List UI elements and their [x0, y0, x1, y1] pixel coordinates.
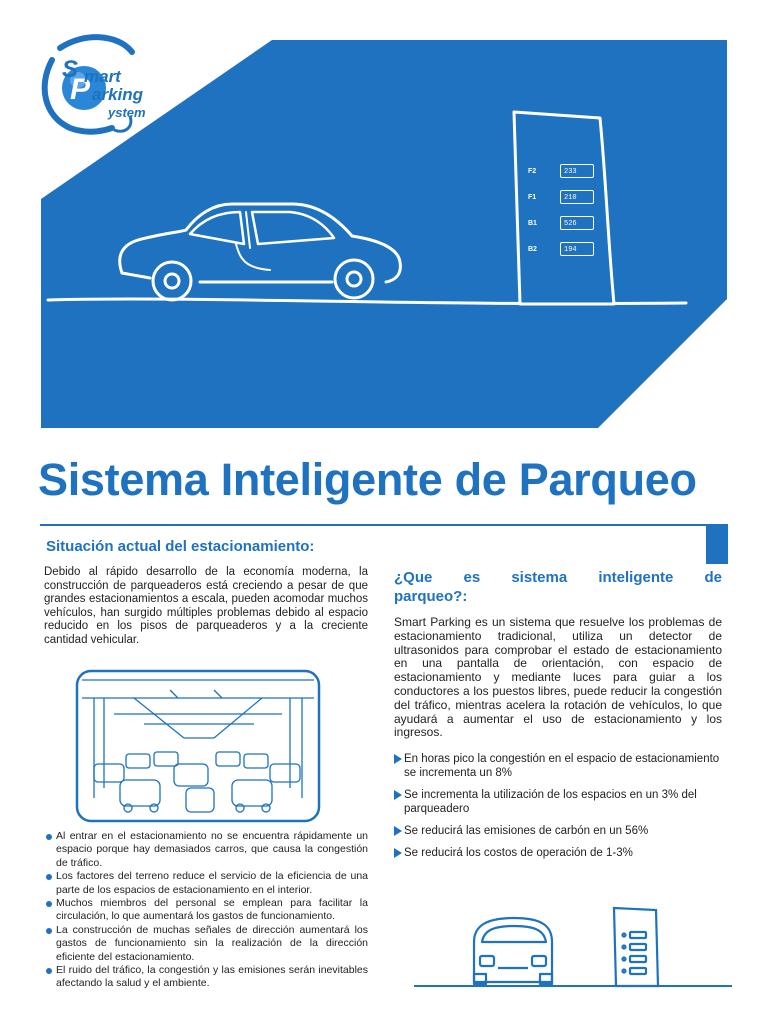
kiosk-floor-label: F2	[528, 168, 537, 175]
bullet-icon	[46, 874, 52, 880]
list-item	[44, 964, 368, 991]
list-item-text: El ruido del tráfico, la congestión y las emisiones serán inevitables afectando la salud y el ambiente.	[56, 964, 368, 990]
kiosk-floor-row	[528, 242, 598, 264]
bullet-icon	[46, 928, 52, 934]
list-item	[394, 846, 724, 860]
left-section-heading: Situación actual del estacionamiento:	[46, 538, 315, 555]
triangle-bullet-icon	[394, 790, 402, 800]
right-section-heading: ¿Que es sistema inteligente de parqueo?:	[394, 569, 722, 605]
triangle-bullet-icon	[394, 848, 402, 858]
triangle-bullet-icon	[394, 826, 402, 836]
kiosk-floor-row	[528, 190, 598, 212]
svg-text:S: S	[62, 56, 79, 83]
title-divider	[40, 524, 728, 526]
left-intro-paragraph: Debido al rápido desarrollo de la economía moderna, la construcción de parqueaderos está creciendo a pesar de que grandes estacionamientos a escala, pueden acomodar muchos vehículos, han surgido múltiples problemas debido al espacio reducido en los pisos de parqueaderos y a la creciente cantidad vehicular.	[44, 566, 368, 646]
kiosk-floor-count: 210	[560, 190, 594, 204]
list-item-text: Muchos miembros del personal se emplean para facilitar la circulación, lo que aumentará los gastos de funcionamiento.	[56, 897, 368, 923]
page-title: Sistema Inteligente de Parqueo	[38, 454, 697, 505]
logo-text-line: mart	[84, 67, 121, 86]
benefit-list	[394, 752, 724, 868]
logo-text-line: ystem	[108, 105, 146, 120]
list-item-text: Se reducirá los costos de operación de 1-3%	[404, 847, 633, 859]
bullet-icon	[46, 968, 52, 974]
kiosk-floor-count: 526	[560, 216, 594, 230]
kiosk-floor-label: F1	[528, 194, 537, 201]
triangle-bullet-icon	[394, 754, 402, 764]
kiosk-floor-label: B2	[528, 246, 537, 253]
kiosk-floor-count: 233	[560, 164, 594, 178]
list-item	[44, 830, 368, 870]
list-item	[44, 897, 368, 924]
list-item-text: Se incrementa la utilización de los espacios en un 3% del parqueadero	[404, 789, 697, 815]
list-item-text: Se reducirá las emisiones de carbón en un 56%	[404, 825, 649, 837]
right-intro-paragraph: Smart Parking es un sistema que resuelve los problemas de estacionamiento tradicional, utiliza un detector de ultrasonidos para comprobar el estado de estacionamiento en una pantalla de orientación, con espacio de estacionamiento y mediante luces para guiar a los conductores a los puestos libres, puede reducir la congestión del tráfico, mientras acelera la rotación de vehículos, lo que ayudará a aumentar el uso de estacionamiento y los ingresos.	[394, 615, 722, 740]
list-item-text: La construcción de muchas señales de dirección aumentará los gastos de funcionamiento sin la realización de la dirección eficiente del estacionamiento.	[56, 923, 368, 963]
bullet-icon	[46, 901, 52, 907]
bullet-icon	[46, 834, 52, 840]
kiosk-floor-count: 194	[560, 242, 594, 256]
problem-bullet-list	[44, 830, 368, 991]
list-item	[394, 824, 724, 838]
accent-block	[706, 526, 728, 564]
list-item	[44, 870, 368, 897]
car-kiosk-illustration	[414, 902, 732, 992]
svg-text:P: P	[70, 73, 91, 106]
list-item	[394, 752, 724, 780]
list-item	[394, 788, 724, 816]
logo-text-line: arking	[92, 85, 144, 104]
kiosk-floor-label: B1	[528, 220, 537, 227]
list-item-text: Los factores del terreno reduce el servicio de la eficiencia de una parte de los espacios de estacionamiento en el interior.	[56, 870, 368, 896]
kiosk-floor-row	[528, 164, 598, 186]
list-item	[44, 924, 368, 964]
list-item-text: Al entrar en el estacionamiento no se encuentra rápidamente un espacio porque hay demasiados carros, que causa la congestión de tráfico.	[56, 830, 368, 869]
kiosk-floor-row	[528, 216, 598, 238]
garage-illustration	[74, 668, 322, 824]
list-item-text: En horas pico la congestión en el espacio de estacionamiento se incrementa un 8%	[404, 753, 720, 779]
